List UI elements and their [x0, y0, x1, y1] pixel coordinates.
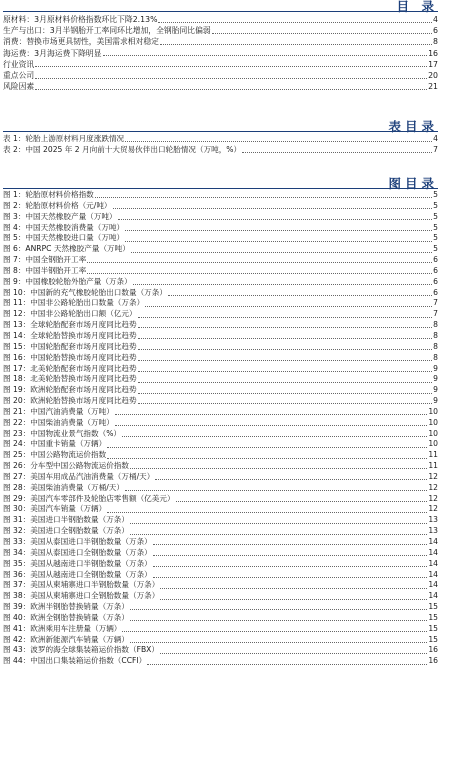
figure-entry-label: 图 28：美国柴油消费量（万桶/天）: [3, 482, 124, 492]
figure-entry-label: 图 10：中国新的充气橡胶轮胎出口数量（万条）: [3, 287, 167, 297]
figure-entry-page-number: 7: [433, 309, 438, 319]
figure-entry-label: 图 6：ANRPC 天然橡胶产量（万吨）: [3, 244, 130, 254]
table-entry[interactable]: [3, 134, 438, 145]
figure-entry-page-number: 14: [428, 547, 438, 557]
figure-entry-label: 图 20：欧洲轮胎替换市场月度同比趋势: [3, 396, 137, 406]
toc-entry[interactable]: [3, 81, 438, 92]
figure-entry-label: 图 7：中国全钢胎开工率: [3, 255, 87, 265]
figure-entry-label: 图 35：美国从越南进口半钢胎数量（万条）: [3, 558, 152, 568]
dot-leader: [145, 306, 432, 307]
figure-entry[interactable]: [3, 309, 438, 320]
figure-entry-label: 图 44：中国出口集装箱运价指数（CCFI）: [3, 656, 147, 666]
figure-entry-label: 图 34：美国从泰国进口全钢胎数量（万条）: [3, 547, 152, 557]
toc-entry-page-number: 21: [428, 82, 438, 92]
figure-entry[interactable]: [3, 190, 438, 201]
figure-entry-label: 图 13：全球轮胎配套市场月度同比趋势: [3, 320, 137, 330]
figure-entry-page-number: 5: [433, 200, 438, 210]
figure-entry-label: 图 42：欧洲新能源汽车销量（万辆）: [3, 634, 129, 644]
dot-leader: [107, 447, 427, 448]
figure-entry-label: 图 3：中国天然橡胶产量（万吨）: [3, 211, 117, 221]
figure-entry-label: 图 30：美国汽车销量（万辆）: [3, 504, 107, 514]
dot-leader: [160, 599, 427, 600]
dot-leader: [160, 44, 432, 45]
figure-entry-label: 图 32：美国进口全钢胎数量（万条）: [3, 526, 129, 536]
figure-entry[interactable]: [3, 450, 438, 461]
figure-entry-label: 图 22：中国柴油消费量（万吨）: [3, 417, 114, 427]
dot-leader: [125, 230, 432, 231]
figure-entry[interactable]: [3, 244, 438, 255]
dot-leader: [133, 284, 432, 285]
figure-entry-page-number: 8: [433, 320, 438, 330]
figure-entry-label: 图 1：轮胎原材料价格指数: [3, 190, 94, 199]
toc-entry-page-number: 8: [433, 37, 438, 47]
figure-entry-page-number: 11: [428, 450, 438, 460]
figure-entry[interactable]: [3, 201, 438, 212]
figure-entry[interactable]: [3, 635, 438, 646]
dot-leader: [130, 620, 427, 621]
dot-leader: [130, 534, 427, 535]
figure-entry-page-number: 14: [428, 569, 438, 579]
dot-leader: [122, 436, 427, 437]
dot-leader: [138, 403, 433, 404]
dot-leader: [160, 588, 427, 589]
figure-entry[interactable]: [3, 342, 438, 353]
dot-leader: [87, 273, 432, 274]
figure-entry-label: 图 21：中国汽油消费量（万吨）: [3, 406, 114, 416]
figure-entry[interactable]: [3, 385, 438, 396]
figure-entry-page-number: 6: [433, 287, 438, 297]
figure-entry-label: 图 2：轮胎原材料价格（元/吨）: [3, 200, 112, 210]
toc-title: 目 录: [396, 0, 438, 14]
toc-divider: [3, 11, 438, 12]
figure-entry-page-number: 14: [428, 558, 438, 568]
figure-entry-label: 图 39：欧洲半钢胎替换销量（万条）: [3, 602, 129, 612]
figure-entry[interactable]: [3, 429, 438, 440]
dot-leader: [130, 468, 427, 469]
dot-leader: [153, 555, 428, 556]
figure-entry-label: 图 18：北美轮胎替换市场月度同比趋势: [3, 374, 137, 384]
dot-leader: [122, 631, 427, 632]
figure-entry-label: 图 24：中国重卡销量（万辆）: [3, 439, 107, 449]
dot-leader: [107, 512, 427, 513]
figure-entry-page-number: 16: [428, 656, 438, 666]
figure-entry[interactable]: [3, 331, 438, 342]
dot-leader: [138, 327, 433, 328]
figure-entry-page-number: 5: [433, 211, 438, 221]
toc-entry-page-number: 4: [433, 14, 438, 24]
figure-entry[interactable]: [3, 559, 438, 570]
figure-entry[interactable]: [3, 472, 438, 483]
figure-entry[interactable]: [3, 396, 438, 407]
figure-entry-page-number: 6: [433, 255, 438, 265]
figure-entry[interactable]: [3, 656, 438, 667]
figure-entry[interactable]: [3, 645, 438, 656]
figure-entry-page-number: 9: [433, 363, 438, 373]
dot-leader: [87, 262, 432, 263]
figure-entry[interactable]: [3, 407, 438, 418]
dot-leader: [130, 642, 427, 643]
figure-entry[interactable]: [3, 277, 438, 288]
table-entry-page-number: 4: [433, 134, 438, 143]
dot-leader: [138, 360, 433, 361]
figure-entry[interactable]: [3, 537, 438, 548]
figure-entry-label: 图 31：美国进口半钢胎数量（万条）: [3, 515, 129, 525]
figure-entry-page-number: 5: [433, 233, 438, 243]
dot-leader: [95, 197, 432, 198]
tables-list: [3, 134, 438, 156]
dot-leader: [153, 544, 428, 545]
dot-leader: [130, 609, 427, 610]
figure-entry-page-number: 15: [428, 623, 438, 633]
toc-entry[interactable]: [3, 25, 438, 36]
dot-leader: [138, 382, 433, 383]
toc-entry[interactable]: [3, 14, 438, 25]
table-entry[interactable]: [3, 145, 438, 156]
dot-leader: [125, 141, 432, 142]
dot-leader: [113, 208, 433, 209]
dot-leader: [168, 295, 432, 296]
toc-entry-label: 生产与出口：3月半钢胎开工率同环比增加，全钢胎同比偏弱: [3, 26, 211, 36]
toc-entry-page-number: 16: [428, 48, 438, 58]
figure-entry-page-number: 9: [433, 385, 438, 395]
toc-entry[interactable]: [3, 48, 438, 59]
figure-entry-label: 图 19：欧洲轮胎配套市场月度同比趋势: [3, 385, 137, 395]
figure-entry-page-number: 14: [428, 580, 438, 590]
figure-entry[interactable]: [3, 504, 438, 515]
dot-leader: [212, 33, 432, 34]
figure-entry[interactable]: [3, 298, 438, 309]
figure-entry-page-number: 7: [433, 298, 438, 308]
figure-entry-page-number: 11: [428, 461, 438, 471]
figure-entry-page-number: 12: [428, 504, 438, 514]
toc-entry[interactable]: [3, 59, 438, 70]
figure-entry-page-number: 12: [428, 493, 438, 503]
figure-entry[interactable]: [3, 613, 438, 624]
figure-entry-page-number: 6: [433, 265, 438, 275]
figure-entry[interactable]: [3, 624, 438, 635]
figure-entry-page-number: 13: [428, 526, 438, 536]
toc-entry-label: 重点公司: [3, 70, 35, 80]
dot-leader: [125, 241, 432, 242]
figure-entry-label: 图 4：中国天然橡胶消费量（万吨）: [3, 222, 125, 232]
figures-list: [3, 190, 438, 667]
figure-entry[interactable]: [3, 233, 438, 244]
toc-entry[interactable]: [3, 70, 438, 81]
figure-entry[interactable]: [3, 570, 438, 581]
toc-entry-label: 原材料：3月原材料价格指数环比下降2.13%: [3, 14, 158, 24]
figure-entry[interactable]: [3, 548, 438, 559]
figure-entry-page-number: 15: [428, 634, 438, 644]
dot-leader: [138, 338, 433, 339]
figure-entry-page-number: 15: [428, 612, 438, 622]
figure-entry-label: 图 23：中国物流业景气指数（%）: [3, 428, 122, 438]
dot-leader: [176, 501, 428, 502]
dot-leader: [125, 490, 427, 491]
figure-entry-page-number: 10: [428, 417, 438, 427]
dot-leader: [103, 55, 428, 56]
figures-title: 图目录: [388, 176, 438, 191]
figure-entry-label: 图 9：中国橡胶轮胎外胎产量（万条）: [3, 276, 132, 286]
dot-leader: [155, 479, 427, 480]
figure-entry[interactable]: [3, 602, 438, 613]
toc-list: [3, 14, 438, 92]
figure-entry-page-number: 13: [428, 515, 438, 525]
dot-leader: [138, 393, 433, 394]
figure-entry-page-number: 9: [433, 396, 438, 406]
figure-entry[interactable]: [3, 364, 438, 375]
dot-leader: [131, 252, 432, 253]
figure-entry-label: 图 11：中国非公路轮胎出口数量（万条）: [3, 298, 145, 308]
figure-entry[interactable]: [3, 439, 438, 450]
toc-entry-label: 行业资讯: [3, 59, 35, 69]
dot-leader: [115, 425, 428, 426]
table-entry-label: 表 2：中国 2025 年 2 月向前十大贸易伙伴出口轮胎情况（万吨，%）: [3, 144, 242, 154]
figure-entry-page-number: 6: [433, 276, 438, 286]
figure-entry-label: 图 14：全球轮胎替换市场月度同比趋势: [3, 330, 137, 340]
dot-leader: [107, 458, 427, 459]
figure-entry-page-number: 10: [428, 439, 438, 449]
figure-entry-page-number: 5: [433, 244, 438, 254]
figure-entry-page-number: 15: [428, 602, 438, 612]
toc-entry-page-number: 6: [433, 26, 438, 36]
figure-entry[interactable]: [3, 353, 438, 364]
figure-entry-page-number: 10: [428, 428, 438, 438]
dot-leader: [138, 317, 433, 318]
figure-entry-label: 图 15：中国轮胎配套市场月度同比趋势: [3, 341, 137, 351]
figure-entry[interactable]: [3, 255, 438, 266]
figure-entry-label: 图 36：美国从越南进口全钢胎数量（万条）: [3, 569, 152, 579]
figure-entry[interactable]: [3, 526, 438, 537]
figure-entry[interactable]: [3, 266, 438, 277]
figure-entry-page-number: 10: [428, 406, 438, 416]
figure-entry[interactable]: [3, 223, 438, 234]
figure-entry-page-number: 5: [433, 222, 438, 232]
figure-entry-label: 图 29：美国汽车零部件及轮胎店零售额（亿美元）: [3, 493, 175, 503]
dot-leader: [138, 349, 433, 350]
figure-entry-label: 图 26：分车型中国公路物流运价指数: [3, 461, 129, 471]
figure-entry[interactable]: [3, 374, 438, 385]
dot-leader: [242, 152, 432, 153]
dot-leader: [35, 66, 427, 67]
figures-divider: [3, 188, 438, 189]
figure-entry-page-number: 8: [433, 330, 438, 340]
figure-entry-label: 图 43：波罗的海全球集装箱运价指数（FBX）: [3, 645, 159, 655]
figure-entry[interactable]: [3, 461, 438, 472]
figure-entry-page-number: 14: [428, 537, 438, 546]
dot-leader: [138, 371, 433, 372]
figure-entry-page-number: 12: [428, 482, 438, 492]
figure-entry[interactable]: [3, 494, 438, 505]
tables-divider: [3, 131, 438, 132]
dot-leader: [130, 523, 427, 524]
toc-entry-label: 风险因素: [3, 82, 35, 92]
table-entry-page-number: 7: [433, 144, 438, 154]
dot-leader: [35, 89, 427, 90]
figure-entry-label: 图 33：美国从泰国进口半钢胎数量（万条）: [3, 537, 152, 546]
figure-entry-page-number: 8: [433, 352, 438, 362]
dot-leader: [153, 566, 428, 567]
figure-entry-label: 图 12：中国非公路轮胎出口额（亿元）: [3, 309, 137, 319]
figure-entry-label: 图 41：欧洲乘用车注册量（万辆）: [3, 623, 122, 633]
figure-entry[interactable]: [3, 591, 438, 602]
toc-entry[interactable]: [3, 36, 438, 47]
dot-leader: [35, 78, 427, 79]
figure-entry-page-number: 8: [433, 341, 438, 351]
figure-entry-label: 图 40：欧洲全钢胎替换销量（万条）: [3, 612, 129, 622]
table-entry-label: 表 1：轮胎上游原材料月度涨跌情况: [3, 134, 125, 143]
figure-entry-page-number: 14: [428, 591, 438, 601]
toc-entry-label: 海运费：3月海运费下降明显: [3, 48, 102, 58]
figure-entry-label: 图 38：美国从柬埔寨进口全钢胎数量（万条）: [3, 591, 160, 601]
figure-entry[interactable]: [3, 212, 438, 223]
toc-entry-page-number: 20: [428, 70, 438, 80]
figure-entry[interactable]: [3, 483, 438, 494]
figure-entry-label: 图 25：中国公路物流运价指数: [3, 450, 107, 460]
figure-entry-page-number: 16: [428, 645, 438, 655]
dot-leader: [158, 22, 432, 23]
figure-entry-label: 图 16：中国轮胎替换市场月度同比趋势: [3, 352, 137, 362]
dot-leader: [118, 219, 433, 220]
figure-entry-label: 图 8：中国半钢胎开工率: [3, 265, 87, 275]
figure-entry[interactable]: [3, 580, 438, 591]
toc-entry-page-number: 17: [428, 59, 438, 69]
figure-entry[interactable]: [3, 515, 438, 526]
dot-leader: [160, 653, 427, 654]
toc-entry-label: 消费：替换市场更具韧性，美国需求相对稳定: [3, 37, 159, 47]
figure-entry[interactable]: [3, 288, 438, 299]
figure-entry-label: 图 37：美国从柬埔寨进口半钢胎数量（万条）: [3, 580, 160, 590]
figure-entry[interactable]: [3, 320, 438, 331]
figure-entry[interactable]: [3, 418, 438, 429]
figure-entry-label: 图 17：北美轮胎配套市场月度同比趋势: [3, 363, 137, 373]
figure-entry-page-number: 9: [433, 374, 438, 384]
figure-entry-page-number: 5: [433, 190, 438, 199]
figure-entry-label: 图 5：中国天然橡胶进口量（万吨）: [3, 233, 125, 243]
tables-title: 表目录: [388, 119, 438, 134]
dot-leader: [115, 414, 428, 415]
figure-entry-page-number: 12: [428, 471, 438, 481]
figure-entry-label: 图 27：美国车用成品汽油消费量（万桶/天）: [3, 471, 155, 481]
dot-leader: [153, 577, 428, 578]
dot-leader: [147, 664, 427, 665]
